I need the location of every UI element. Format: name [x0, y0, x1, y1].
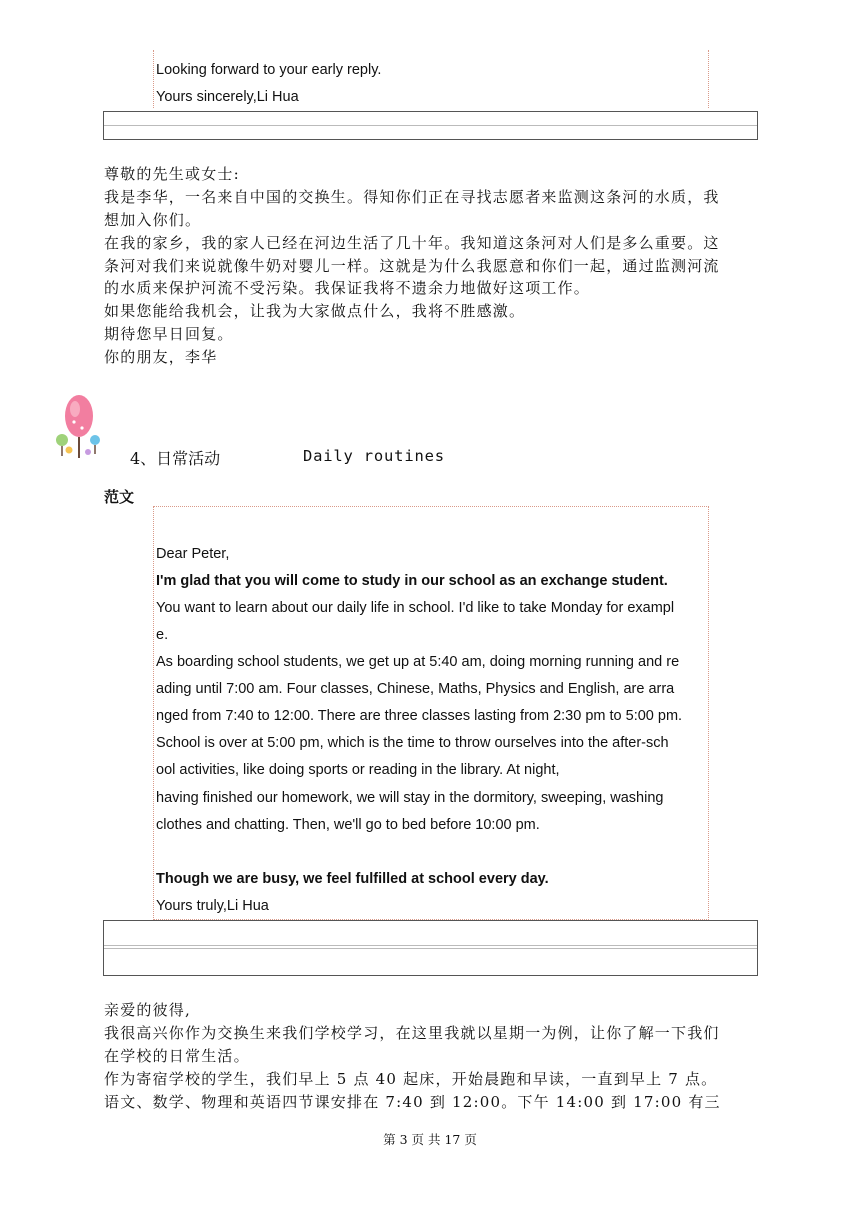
translation1-line: 期待您早日回复。: [104, 325, 234, 343]
letter2-line: nged from 7:40 to 12:00. There are three classes lasting from 2:30 pm to 5:00 pm.: [156, 708, 683, 724]
sample-label: 范文: [104, 488, 135, 506]
translation2-line: 语文、数学、物理和英语四节课安排在 7:40 到 12:00。下午 14:00 到 17:00 有三: [104, 1093, 721, 1111]
translation2-line: 亲爱的彼得,: [104, 1001, 191, 1019]
section-title-english: Daily routines: [303, 447, 445, 465]
letter2-line: ool activities, like doing sports or reading in the library. At night,: [156, 762, 560, 778]
translation1-line: 你的朋友，李华: [104, 348, 218, 366]
page-footer: 第 3 页 共 17 页: [383, 1132, 477, 1147]
translation1-line: 如果您能给我机会，让我为大家做点什么，我将不胜感激。: [104, 302, 526, 320]
letter1-closing-line: Looking forward to your early reply.: [156, 62, 382, 78]
letter2-line: You want to learn about our daily life in school. I'd like to take Monday for exampl: [156, 600, 675, 616]
blank-answer-box-1: [103, 111, 758, 140]
letter2-line: e.: [156, 627, 169, 643]
letter2-line: ading until 7:00 am. Four classes, Chinese, Maths, Physics and English, are arra: [156, 681, 675, 697]
letter2-line: As boarding school students, we get up at 5:40 am, doing morning running and re: [156, 654, 680, 670]
translation1-line: 尊敬的先生或女士:: [104, 165, 240, 183]
translation1-line: 条河对我们来说就像牛奶对婴儿一样。这就是为什么我愿意和你们一起，通过监测河流: [104, 257, 720, 275]
translation2-line: 作为寄宿学校的学生，我们早上 5 点 40 起床，开始晨跑和早读，一直到早上 7 点。: [104, 1070, 718, 1088]
letter2-line: School is over at 5:00 pm, which is the time to throw ourselves into the after-sch: [156, 735, 669, 751]
blank-answer-box-2: [103, 920, 758, 976]
tree-balloon-icon: [52, 392, 104, 462]
translation1-line: 想加入你们。: [104, 211, 202, 229]
translation1-line: 的水质来保护河流不受污染。我保证我将不遗余力地做好这项工作。: [104, 279, 591, 297]
letter2-line: Dear Peter,: [156, 546, 230, 562]
letter2-signature: Yours truly,Li Hua: [156, 898, 269, 914]
letter1-signature: Yours sincerely,Li Hua: [156, 89, 299, 105]
letter2-line: having finished our homework, we will stay in the dormitory, sweeping, washing: [156, 790, 664, 806]
letter2-line: Though we are busy, we feel fulfilled at school every day.: [156, 871, 549, 887]
translation1-line: 在我的家乡，我的家人已经在河边生活了几十年。我知道这条河对人们是多么重要。这: [104, 234, 720, 252]
translation2-line: 在学校的日常生活。: [104, 1047, 250, 1065]
letter2-line: I'm glad that you will come to study in our school as an exchange student.: [156, 573, 668, 589]
translation2-line: 我很高兴你作为交换生来我们学校学习，在这里我就以星期一为例，让你了解一下我们: [104, 1024, 720, 1042]
translation1-line: 我是李华，一名来自中国的交换生。得知你们正在寻找志愿者来监测这条河的水质，我: [104, 188, 720, 206]
letter2-line: clothes and chatting. Then, we'll go to bed before 10:00 pm.: [156, 817, 540, 833]
section-title: 4、日常活动: [130, 449, 221, 468]
